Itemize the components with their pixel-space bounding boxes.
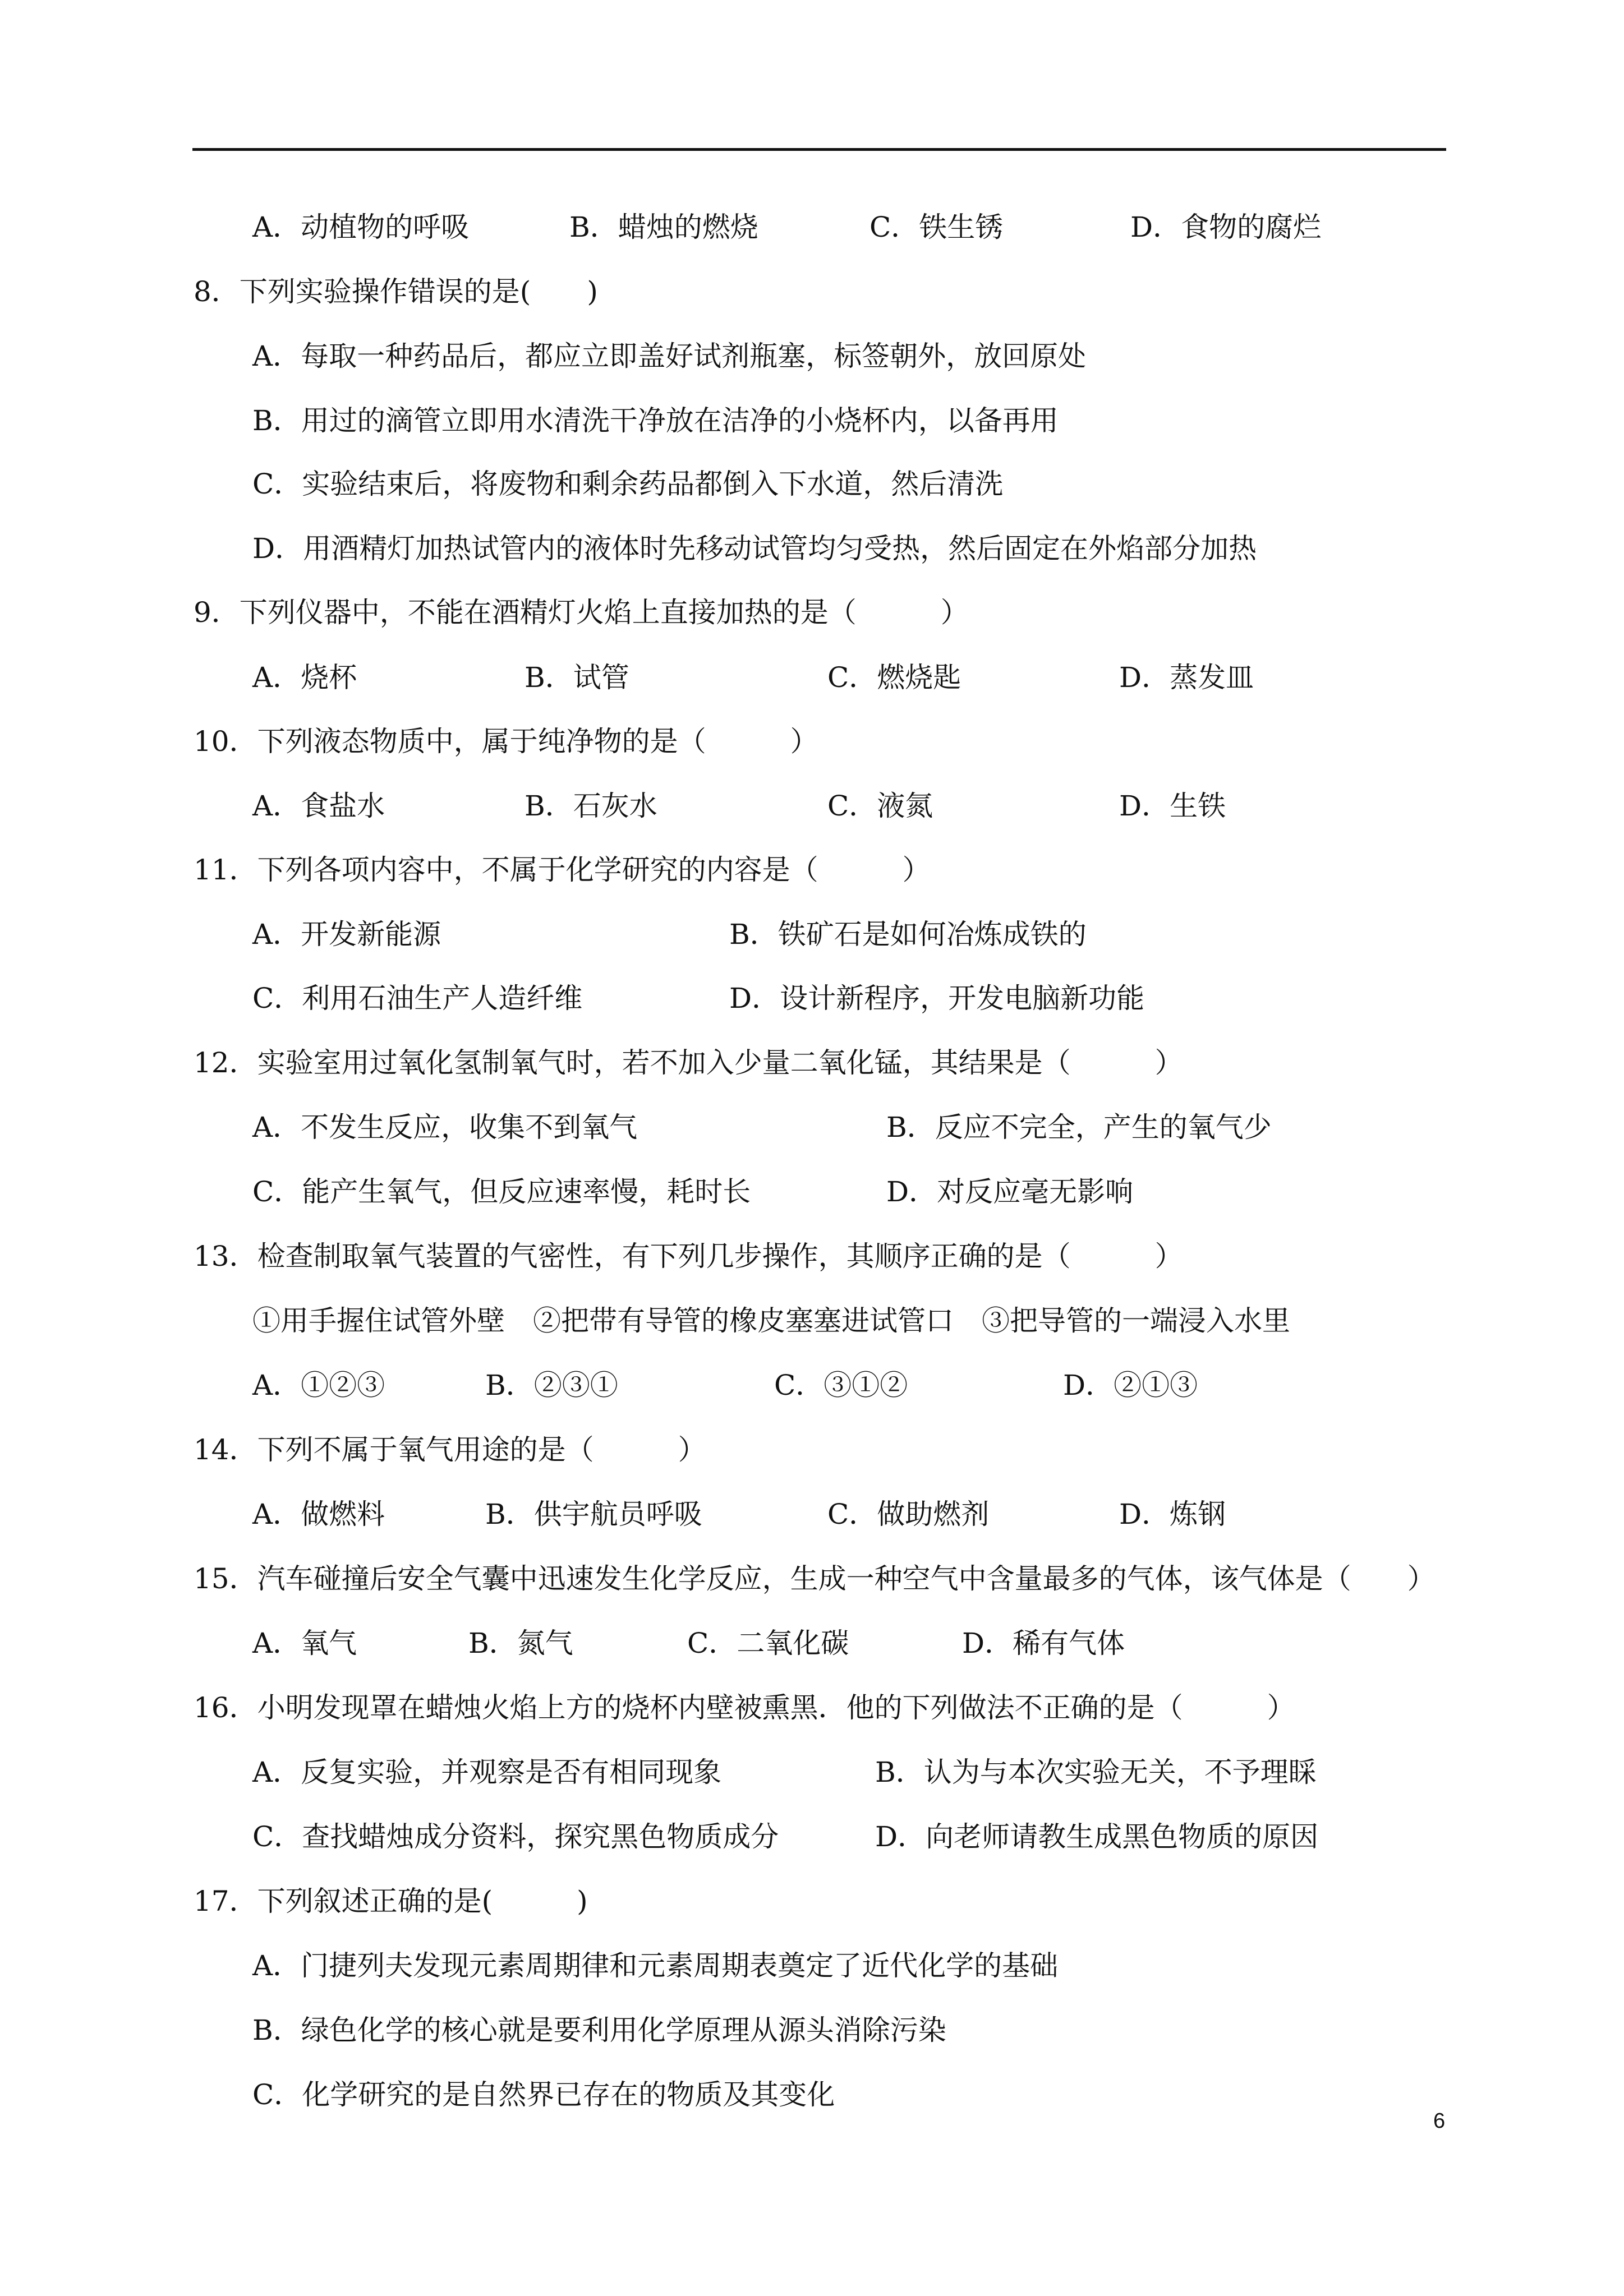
- q17-option-b: B．绿色化学的核心就是要利用化学原理从源头消除污染: [252, 2014, 946, 2046]
- q14-option-b: B．供宇航员呼吸: [485, 1498, 702, 1530]
- q7-option-d: D．食物的腐烂: [1130, 211, 1322, 243]
- q15-option-a: A．氧气: [252, 1627, 357, 1659]
- q10-option-c: C．液氮: [827, 790, 933, 822]
- q16-option-c: C．查找蜡烛成分资料，探究黑色物质成分: [252, 1820, 779, 1853]
- q9-option-a: A．烧杯: [252, 661, 357, 694]
- page-number: 6: [1433, 2109, 1446, 2133]
- q12-option-b: B．反应不完全，产生的氧气少: [886, 1111, 1272, 1144]
- q7-option-b: B．蜡烛的燃烧: [569, 211, 758, 243]
- q15-option-d: D．稀有气体: [962, 1627, 1125, 1659]
- q13-option-c: C．③①②: [774, 1369, 908, 1401]
- q11-option-a: A．开发新能源: [252, 918, 441, 951]
- q10-stem: 10．下列液态物质中，属于纯净物的是（ ）: [194, 725, 818, 758]
- q9-option-c: C．燃烧匙: [827, 661, 961, 694]
- q7-option-c: C．铁生锈: [869, 211, 1004, 243]
- q11-option-d: D．设计新程序，开发电脑新功能: [729, 982, 1145, 1015]
- q13-steps: ①用手握住试管外壁 ②把带有导管的橡皮塞塞进试管口 ③把导管的一端浸入水里: [252, 1304, 1290, 1337]
- q12-option-c: C．能产生氧气，但反应速率慢，耗时长: [252, 1175, 751, 1208]
- q13-option-a: A．①②③: [252, 1369, 385, 1401]
- q9-option-b: B．试管: [525, 661, 629, 694]
- q10-option-b: B．石灰水: [525, 790, 657, 822]
- q15-stem: 15．汽车碰撞后安全气囊中迅速发生化学反应，生成一种空气中含量最多的气体，该气体是（ ）: [194, 1562, 1436, 1595]
- header-rule: [192, 148, 1446, 151]
- q11-option-b: B．铁矿石是如何冶炼成铁的: [729, 918, 1087, 951]
- q10-option-a: A．食盐水: [252, 790, 385, 822]
- q14-option-d: D．炼钢: [1119, 1498, 1226, 1530]
- q13-stem: 13．检查制取氧气装置的气密性，有下列几步操作，其顺序正确的是（ ）: [194, 1240, 1183, 1273]
- q14-stem: 14．下列不属于氧气用途的是（ ）: [194, 1433, 706, 1466]
- q9-option-d: D．蒸发皿: [1119, 661, 1254, 694]
- q13-option-d: D．②①③: [1063, 1369, 1198, 1401]
- q13-option-b: B．②③①: [485, 1369, 618, 1401]
- q11-stem: 11．下列各项内容中，不属于化学研究的内容是（ ）: [194, 854, 931, 886]
- q9-stem: 9．下列仪器中，不能在酒精灯火焰上直接加热的是（ ）: [194, 596, 969, 629]
- q10-option-d: D．生铁: [1119, 790, 1226, 822]
- q8-option-d: D．用酒精灯加热试管内的液体时先移动试管均匀受热，然后固定在外焰部分加热: [252, 532, 1257, 565]
- q16-stem: 16．小明发现罩在蜡烛火焰上方的烧杯内壁被熏黑．他的下列做法不正确的是（ ）: [194, 1691, 1295, 1724]
- q16-option-b: B．认为与本次实验无关，不予理睬: [875, 1756, 1317, 1788]
- q8-option-b: B．用过的滴管立即用水清洗干净放在洁净的小烧杯内，以备再用: [252, 404, 1059, 437]
- q7-option-a: A．动植物的呼吸: [252, 211, 470, 243]
- q17-option-c: C．化学研究的是自然界已存在的物质及其变化: [252, 2078, 835, 2111]
- q12-stem: 12．实验室用过氧化氢制氧气时，若不加入少量二氧化锰，其结果是（ ）: [194, 1046, 1183, 1079]
- q14-option-c: C．做助燃剂: [827, 1498, 990, 1530]
- q15-option-b: B．氮气: [468, 1627, 573, 1659]
- q8-option-c: C．实验结束后，将废物和剩余药品都倒入下水道，然后清洗: [252, 468, 1004, 500]
- q12-option-d: D．对反应毫无影响: [886, 1175, 1134, 1208]
- q8-stem: 8．下列实验操作错误的是( ): [194, 275, 598, 308]
- q11-option-c: C．利用石油生产人造纤维: [252, 982, 583, 1015]
- q12-option-a: A．不发生反应，收集不到氧气: [252, 1111, 638, 1144]
- q15-option-c: C．二氧化碳: [687, 1627, 849, 1659]
- q14-option-a: A．做燃料: [252, 1498, 385, 1530]
- q17-option-a: A．门捷列夫发现元素周期律和元素周期表奠定了近代化学的基础: [252, 1949, 1059, 1982]
- q16-option-d: D．向老师请教生成黑色物质的原因: [875, 1820, 1319, 1853]
- q17-stem: 17．下列叙述正确的是( ): [194, 1885, 588, 1917]
- q8-option-a: A．每取一种药品后，都应立即盖好试剂瓶塞，标签朝外，放回原处: [252, 340, 1087, 372]
- q16-option-a: A．反复实验，并观察是否有相同现象: [252, 1756, 722, 1788]
